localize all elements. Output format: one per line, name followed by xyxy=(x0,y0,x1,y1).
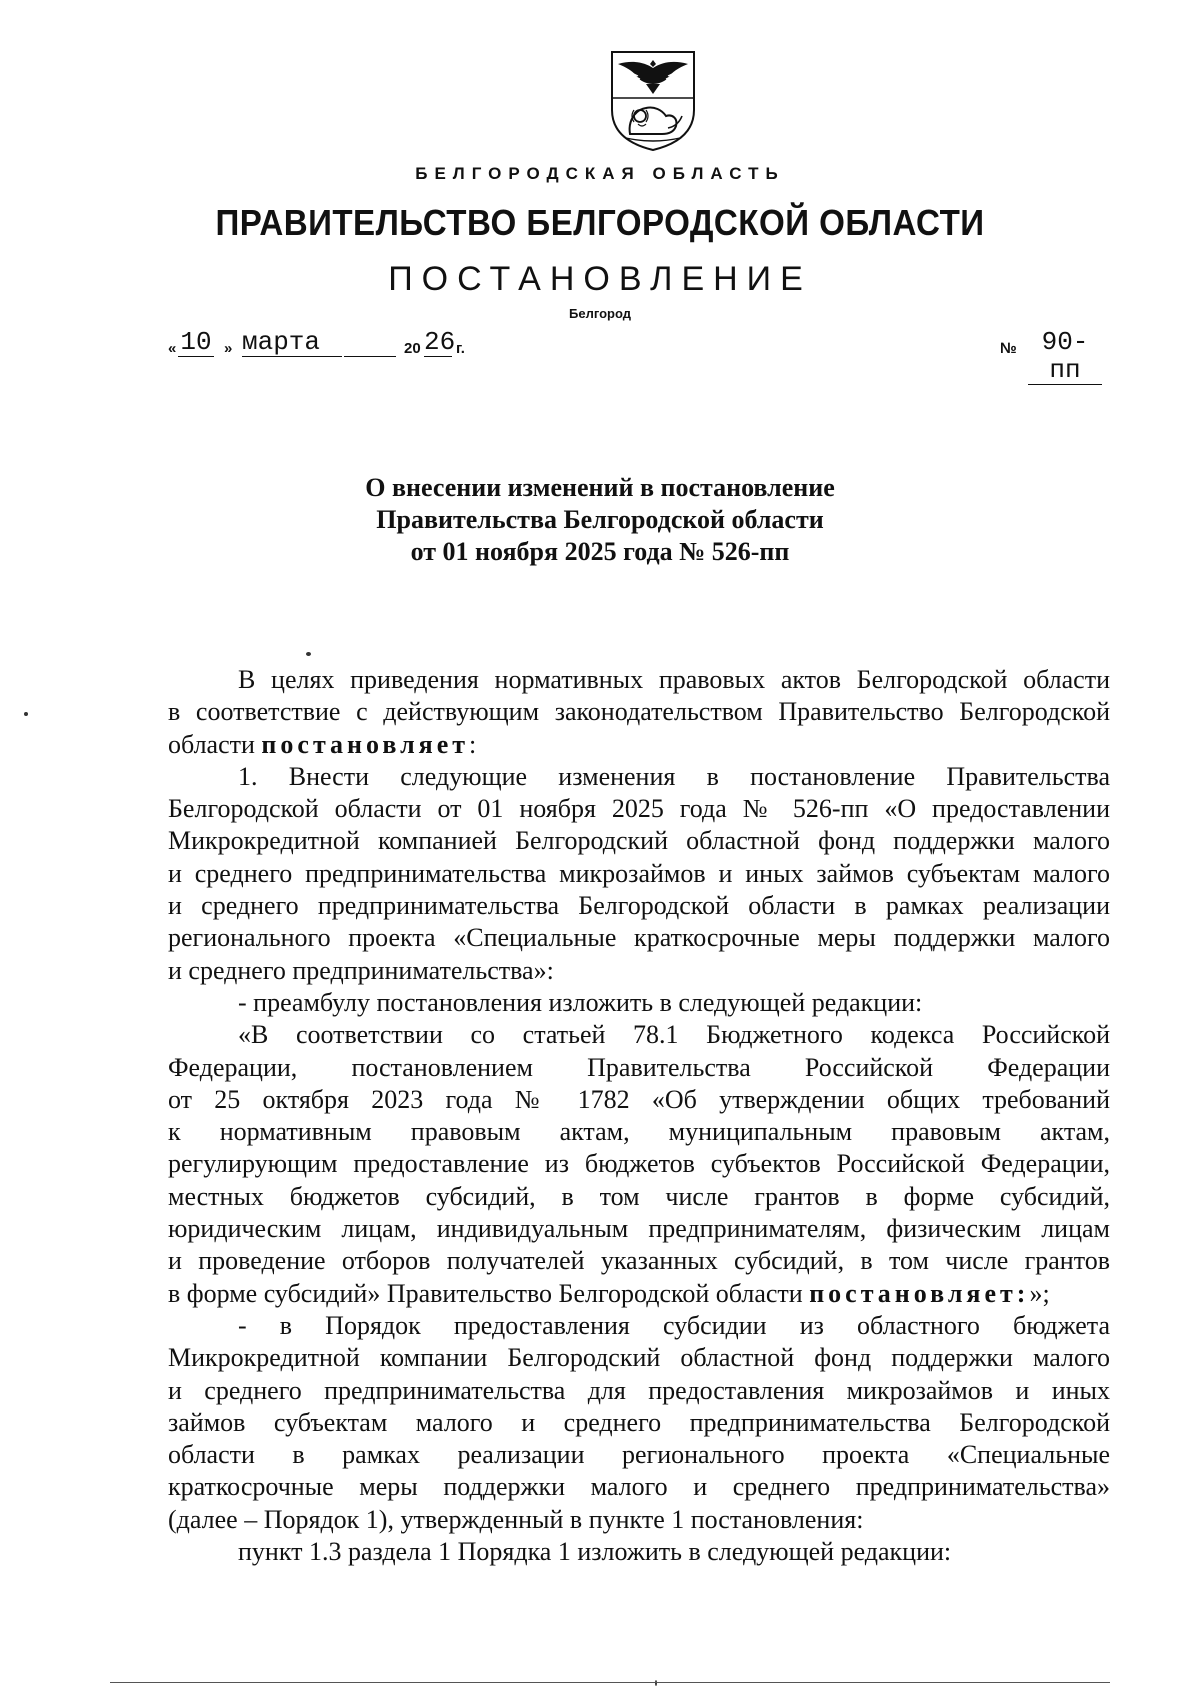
body-line: Микрокредитной компанией Белгородский областной фонд поддержки малого xyxy=(168,826,1110,856)
body-line: - в Порядок предоставления субсидии из областного бюджета xyxy=(238,1310,1110,1340)
body-line: местных бюджетов субсидий, в том числе грантов в форме субсидий, xyxy=(168,1181,1110,1211)
body-line: займов субъектам малого и среднего предпринимательства Белгородской xyxy=(168,1407,1110,1437)
body-line: (далее – Порядок 1), утвержденный в пункте 1 постановления: xyxy=(168,1504,864,1534)
body-text: »; xyxy=(1029,1278,1050,1308)
city-label: Белгород xyxy=(569,306,631,321)
title-line: от 01 ноября 2025 года № 526-пп xyxy=(410,537,790,566)
body-line: области в рамках реализации регионального проекта «Специальные xyxy=(168,1440,1110,1470)
emphasis-resolves: постановляет: xyxy=(809,1278,1030,1308)
body-line: краткосрочные меры поддержки малого и среднего предпринимательства» xyxy=(168,1472,1110,1502)
body-line: «В соответствии со статьей 78.1 Бюджетного кодекса Российской xyxy=(238,1020,1110,1050)
scan-speck xyxy=(24,712,28,716)
title-line: О внесении изменений в постановление xyxy=(365,473,835,502)
government-heading: ПРАВИТЕЛЬСТВО БЕЛГОРОДСКОЙ ОБЛАСТИ xyxy=(215,202,985,243)
scan-speck xyxy=(655,1680,657,1686)
body-line: пункт 1.3 раздела 1 Порядка 1 изложить в следующей редакции: xyxy=(238,1537,952,1567)
scan-speck xyxy=(306,652,311,656)
date-year-suffix: 26 xyxy=(424,327,456,357)
body-line xyxy=(168,729,1110,761)
region-heading: БЕЛГОРОДСКАЯ ОБЛАСТЬ xyxy=(415,164,785,183)
date-year-mark: г. xyxy=(456,340,465,357)
body-line: 1. Внести следующие изменения в постановление Правительства xyxy=(238,761,1110,791)
body-line: к нормативным правовым актам, муниципальным правовым актам, xyxy=(168,1117,1110,1147)
date-open-quote: « xyxy=(168,340,177,357)
body-line: и проведение отборов получателей указанных субсидий, в том числе грантов xyxy=(168,1246,1110,1276)
body-line: регионального проекта «Специальные краткосрочные меры поддержки малого xyxy=(168,923,1110,953)
body-line: юридическим лицам, индивидуальным предпринимателям, физическим лицам xyxy=(168,1214,1110,1244)
number-sign: № xyxy=(1000,340,1017,357)
page-bottom-rule xyxy=(110,1682,1110,1683)
coat-of-arms-emblem xyxy=(608,48,698,152)
number-value: 90-пп xyxy=(1028,328,1102,385)
body-line: и среднего предпринимательства для предоставления микрозаймов и иных xyxy=(168,1375,1110,1405)
date-month: марта xyxy=(242,328,342,357)
emphasis-resolves: постановляет xyxy=(261,729,470,759)
date-day: 10 xyxy=(178,328,214,357)
document-title xyxy=(0,472,1200,568)
date-close-quote: » xyxy=(224,340,233,357)
body-text: в форме субсидий» Правительство Белгородской области xyxy=(168,1278,810,1308)
body-line: Микрокредитной компании Белгородский областной фонд поддержки малого xyxy=(168,1343,1110,1373)
body-line: регулирующим предоставление из бюджетов субъектов Российской Федерации, xyxy=(168,1149,1110,1179)
body-line: В целях приведения нормативных правовых актов Белгородской области xyxy=(238,665,1110,694)
body-text: области xyxy=(168,729,262,759)
document-type-heading: ПОСТАНОВЛЕНИЕ xyxy=(388,260,812,298)
body-line: от 25 октября 2023 года № 1782 «Об утверждении общих требований xyxy=(168,1084,1110,1114)
body-text: : xyxy=(469,729,477,759)
body-line: Белгородской области от 01 ноября 2025 года № 526-пп «О предоставлении xyxy=(168,794,1110,824)
body-line: в соответствие с действующим законодательством Правительство Белгородской xyxy=(168,697,1110,727)
body-line: Федерации, постановлением Правительства Российской Федерации xyxy=(168,1052,1110,1082)
body-line: и среднего предпринимательства микрозаймов и иных займов субъектам малого xyxy=(168,858,1110,888)
body-line xyxy=(168,1278,1110,1310)
date-year-prefix: 20 xyxy=(404,340,421,357)
body-line: - преамбулу постановления изложить в следующей редакции: xyxy=(238,987,923,1017)
body-line: и среднего предпринимательства Белгородской области в рамках реализации xyxy=(168,891,1110,921)
document-body xyxy=(168,664,1110,1568)
body-line: и среднего предпринимательства»: xyxy=(168,955,554,985)
title-line: Правительства Белгородской области xyxy=(376,505,824,534)
date-month-underline xyxy=(344,356,396,357)
